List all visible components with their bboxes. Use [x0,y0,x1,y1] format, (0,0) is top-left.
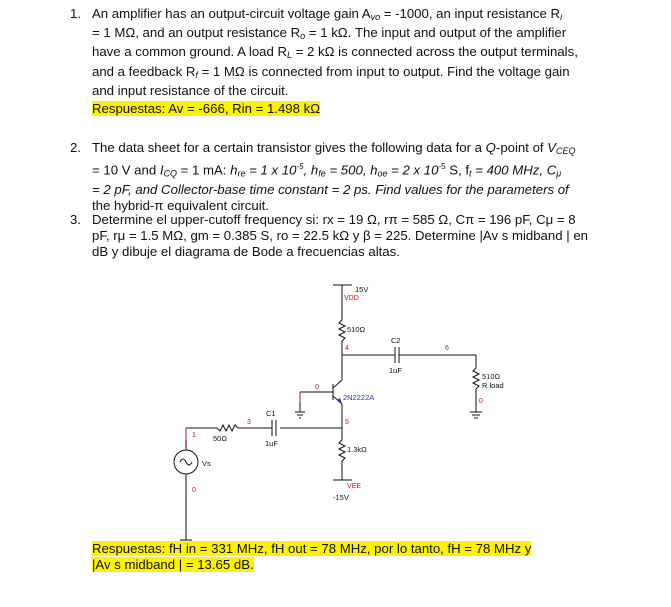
source-label: Vs [202,459,211,468]
problem-1-number: 1. [70,6,81,21]
rc-value: 510Ω [347,325,366,334]
vdd-label: VDD [344,295,359,302]
vdd-value: 15V [355,285,369,294]
c1-label: C1 [266,409,276,418]
problem-2-text: The data sheet for a certain transistor gives the following data for a Q-point of $V_{CEQ}$ = 10 V and $I_{CQ} = 1$ mA: $h_{re} = 1$ x $10^{-5}$, $h_{fe} = 500$, $h_{oe} = 2$ x $10^{-5}$ S, $f_t = 400$ MHz, $C_\mu$ = 2 pF, and Collector-base time constant = 2 ps. Find values for the parameters of the hybrid-π equivalent circuit. [92,140,576,213]
problem-1-text: An amplifier has an output-circuit voltage gain $A_{vo} = -1000$, an input resistance $R_i$ = 1 MΩ, and an output resistance $R_o = 1$ kΩ. The input and output of the amplifier have a common ground. A load $R_L = 2$ kΩ is connected across the output terminals, and a feedback $R_f = 1$ MΩ is connected from input to output. Find the voltage gain and input resistance of the circuit. [92,6,578,98]
problem-2-number: 2. [70,140,81,155]
c2-value: 1uF [389,366,402,375]
rload-label: R load [482,381,504,390]
node-5: 5 [345,419,349,426]
problem-3-text: Determine el upper-cutoff frequency si: rx = 19 Ω, rπ = 585 Ω, Cπ = 196 pF, Cμ = 8 pF, rμ = 1.5 MΩ, gm = 0.385 S, ro = 22.5 kΩ y β = 225. Determine |Av s midband | en dB y dibuje el diagrama de Bode a frecuencias altas. [92,212,588,260]
node-3: 3 [247,419,251,426]
node-0-base: 0 [315,384,319,391]
vee-value: -15V [333,493,349,502]
problem-3-answer: Respuestas: fH in = 331 MHz, fH out = 78 MHz, por lo tanto, fH = 78 MHz y |Av s midband | = 13.65 dB. [92,541,532,572]
node-6: 6 [445,345,449,352]
problem-3-number: 3. [70,212,81,227]
re-value: 1.3kΩ [347,445,367,454]
node-1: 1 [192,432,196,439]
rs-value: 50Ω [213,434,227,443]
c1-value: 1uF [265,439,278,448]
transistor-label: 2N2222A [343,393,375,402]
problem-1-answer: Respuestas: Av = -666, Rin = 1.498 kΩ [92,101,321,116]
vee-label: VEE [347,483,362,490]
node-0-load: 0 [479,398,483,405]
node-0-source: 0 [192,487,196,494]
c2-label: C2 [391,336,401,345]
rload-value: 510Ω [482,372,501,381]
node-4: 4 [345,345,349,352]
